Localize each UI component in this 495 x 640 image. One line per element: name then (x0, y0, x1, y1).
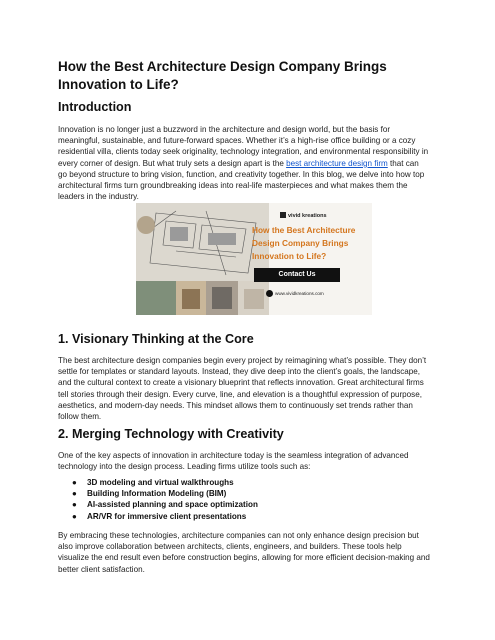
section-2-heading: 2. Merging Technology with Creativity (58, 427, 284, 441)
intro-text-start: Innovation is no longer just a buzzword in the architecture and design world, but the basis for meaningful, sustainable, and future-forward spaces. Whether it’s a high-rise office building or a cozy residential villa, clients today seek originality, technology integration, and environmental responsibility in every corner of design. But what truly sets a design apart is the (58, 125, 429, 168)
list-item-text: Building Information Modeling (BIM) (87, 489, 227, 499)
bullet-icon: ● (72, 489, 77, 499)
banner-title: How the Best Architecture Design Company Brings Innovation to Life? (252, 225, 356, 261)
architecture-blueprint-photo (136, 203, 269, 315)
bullet-icon: ● (72, 511, 77, 521)
section-2-closing: By embracing these technologies, architecture companies can not only enhance design precision but also improve collaboration between architects, clients, engineers, and builders. These tools help visualize the end result even before construction begins, allowing for more efficient decision-making and better client satisfaction. (58, 531, 430, 574)
introduction-heading: Introduction (58, 100, 132, 114)
list-item-text: 3D modeling and virtual walkthroughs (87, 478, 234, 487)
website-url: www.vividkreations.com (275, 291, 324, 296)
introduction-paragraph (58, 124, 430, 202)
list-item (58, 488, 258, 499)
intro-text-end: that can go beyond structure to bring vision, function, and creativity together. In this blog, we delve into how top architectural firms turn groundbreaking ideas into real-life masterpieces and what makes them the leaders in the industry. (58, 158, 425, 202)
brand-logo (280, 212, 327, 219)
page-title: How the Best Architecture Design Company Brings Innovation to Life? (58, 59, 387, 92)
list-item (58, 499, 258, 510)
globe-icon (266, 290, 273, 297)
technology-list (58, 477, 258, 522)
list-item (58, 477, 258, 488)
section-2-intro: One of the key aspects of innovation in architecture today is the seamless integration of advanced technology into the design process. Leading firms utilize tools such as: (58, 451, 409, 472)
list-item (58, 511, 258, 522)
bullet-icon: ● (72, 500, 77, 510)
brand-name: vivid kreations (288, 213, 327, 219)
list-item-text: AI-assisted planning and space optimization (87, 500, 258, 510)
banner-website (266, 290, 324, 297)
contact-us-button[interactable]: Contact Us (254, 268, 340, 282)
logo-mark-icon (280, 212, 286, 218)
best-architecture-design-firm-link[interactable]: best architecture design firm (286, 158, 388, 168)
section-1-heading: 1. Visionary Thinking at the Core (58, 332, 254, 346)
bullet-icon: ● (72, 478, 77, 487)
list-item-text: AR/VR for immersive client presentations (87, 511, 247, 521)
section-1-paragraph: The best architecture design companies begin every project by reimagining what’s possible. They don’t settle for templates or standard layouts. Instead, they dive deep into the client’s goals, the landscape, and the cultural context to create a visionary blueprint that reflects innovation. Great architectural firms tell stories through their design. Every curve, line, and elevation is a thoughtful expression of purpose, aesthetics, and modern-day needs. This mindset allows them to continuously set trends rather than follow them. (58, 356, 427, 422)
